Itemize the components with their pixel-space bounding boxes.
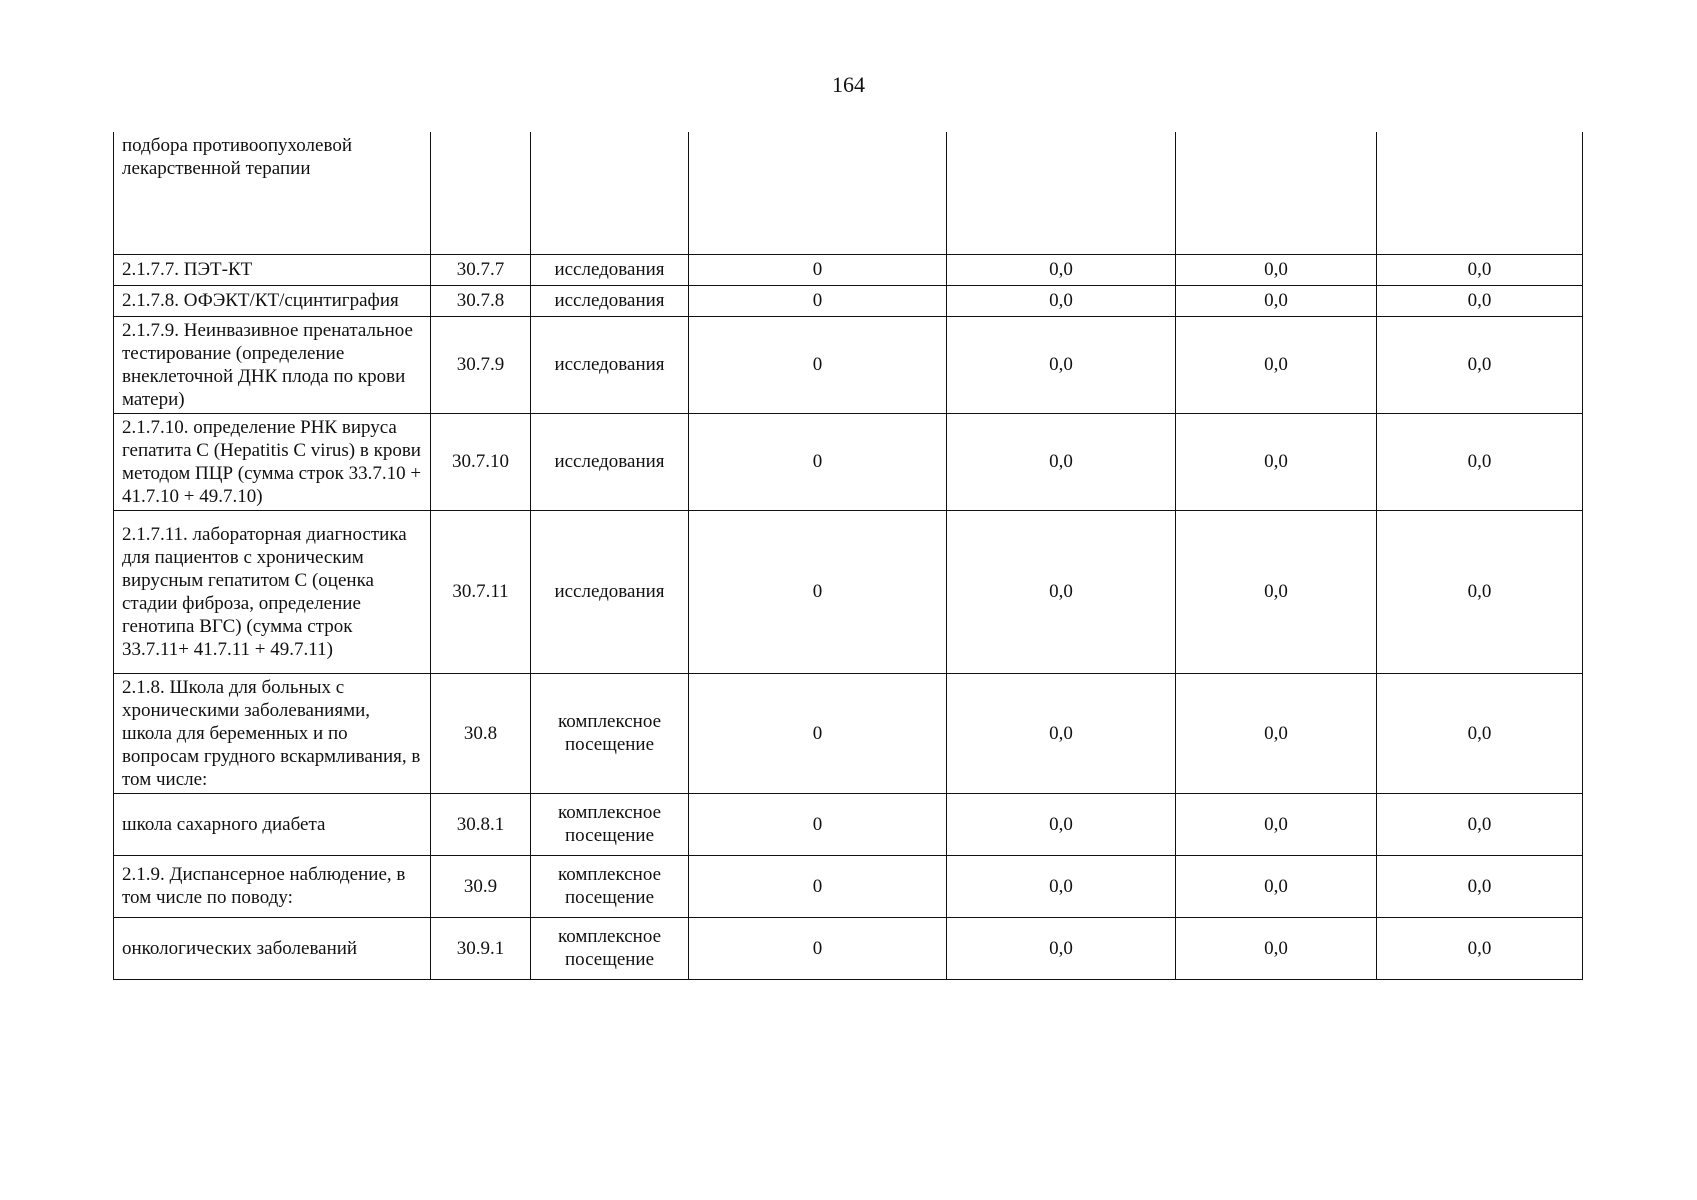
row-value-2: 0,0: [947, 285, 1176, 316]
row-code: 30.7.8: [431, 285, 531, 316]
row-name: онкологических заболеваний: [114, 917, 431, 979]
table-row: [114, 254, 1583, 285]
row-value-1: 0: [689, 510, 947, 673]
row-code: [431, 132, 531, 254]
row-name: 2.1.7.9. Неинвазивное пренатальное тестирование (определение внеклеточной ДНК плода по крови матери): [114, 316, 431, 413]
table-row: [114, 413, 1583, 510]
table-row: [114, 316, 1583, 413]
row-value-4: 0,0: [1377, 254, 1583, 285]
row-value-2: 0,0: [947, 855, 1176, 917]
row-code: 30.7.11: [431, 510, 531, 673]
row-value-2: 0,0: [947, 413, 1176, 510]
row-value-3: 0,0: [1176, 510, 1377, 673]
row-value-1: [689, 132, 947, 254]
row-unit: комплексное посещение: [531, 673, 689, 793]
row-unit: комплексное посещение: [531, 917, 689, 979]
row-value-2: 0,0: [947, 917, 1176, 979]
data-table: [113, 132, 1583, 980]
row-code: 30.7.10: [431, 413, 531, 510]
row-code: 30.8: [431, 673, 531, 793]
table-row: [114, 673, 1583, 793]
row-value-2: 0,0: [947, 510, 1176, 673]
row-value-2: 0,0: [947, 316, 1176, 413]
row-value-1: 0: [689, 285, 947, 316]
row-name: 2.1.8. Школа для больных с хроническими заболеваниями, школа для беременных и по вопросам грудного вскармливания, в том числе:: [114, 673, 431, 793]
row-value-1: 0: [689, 917, 947, 979]
row-name: 2.1.9. Диспансерное наблюдение, в том числе по поводу:: [114, 855, 431, 917]
row-value-4: 0,0: [1377, 917, 1583, 979]
row-value-3: 0,0: [1176, 855, 1377, 917]
row-value-3: [1176, 132, 1377, 254]
row-value-3: 0,0: [1176, 316, 1377, 413]
row-value-1: 0: [689, 316, 947, 413]
table-row: [114, 285, 1583, 316]
row-value-1: 0: [689, 254, 947, 285]
row-unit: комплексное посещение: [531, 855, 689, 917]
row-value-1: 0: [689, 855, 947, 917]
table-row: [114, 510, 1583, 673]
row-value-3: 0,0: [1176, 285, 1377, 316]
row-value-3: 0,0: [1176, 917, 1377, 979]
row-value-4: 0,0: [1377, 855, 1583, 917]
table-row: [114, 793, 1583, 855]
row-value-1: 0: [689, 673, 947, 793]
row-code: 30.9.1: [431, 917, 531, 979]
row-value-2: 0,0: [947, 793, 1176, 855]
row-value-2: 0,0: [947, 254, 1176, 285]
row-name: 2.1.7.8. ОФЭКТ/КТ/сцинтиграфия: [114, 285, 431, 316]
row-unit: комплексное посещение: [531, 793, 689, 855]
row-unit: исследования: [531, 316, 689, 413]
row-name: 2.1.7.7. ПЭТ-КТ: [114, 254, 431, 285]
row-value-4: 0,0: [1377, 413, 1583, 510]
row-unit: исследования: [531, 254, 689, 285]
row-value-4: [1377, 132, 1583, 254]
row-unit: исследования: [531, 413, 689, 510]
row-value-1: 0: [689, 793, 947, 855]
row-value-3: 0,0: [1176, 254, 1377, 285]
row-value-4: 0,0: [1377, 510, 1583, 673]
row-unit: исследования: [531, 510, 689, 673]
row-name: подбора противоопухолевой лекарственной терапии: [114, 132, 431, 254]
row-name: 2.1.7.11. лабораторная диагностика для пациентов с хроническим вирусным гепатитом С (оценка стадии фиброза, определение генотипа ВГС) (сумма строк 33.7.11+ 41.7.11 + 49.7.11): [114, 510, 431, 673]
row-value-2: [947, 132, 1176, 254]
table-row: [114, 132, 1583, 254]
row-value-4: 0,0: [1377, 673, 1583, 793]
row-code: 30.7.7: [431, 254, 531, 285]
row-value-3: 0,0: [1176, 673, 1377, 793]
table-row: [114, 917, 1583, 979]
row-code: 30.8.1: [431, 793, 531, 855]
table-row: [114, 855, 1583, 917]
page-number: 164: [832, 72, 865, 97]
row-value-1: 0: [689, 413, 947, 510]
row-value-3: 0,0: [1176, 413, 1377, 510]
row-unit: [531, 132, 689, 254]
row-value-4: 0,0: [1377, 316, 1583, 413]
row-name: школа сахарного диабета: [114, 793, 431, 855]
row-unit: исследования: [531, 285, 689, 316]
row-value-3: 0,0: [1176, 793, 1377, 855]
row-value-4: 0,0: [1377, 285, 1583, 316]
row-code: 30.7.9: [431, 316, 531, 413]
row-value-2: 0,0: [947, 673, 1176, 793]
row-code: 30.9: [431, 855, 531, 917]
row-value-4: 0,0: [1377, 793, 1583, 855]
row-name: 2.1.7.10. определение РНК вируса гепатита С (Hepatitis C virus) в крови методом ПЦР (сумма строк 33.7.10 + 41.7.10 + 49.7.10): [114, 413, 431, 510]
